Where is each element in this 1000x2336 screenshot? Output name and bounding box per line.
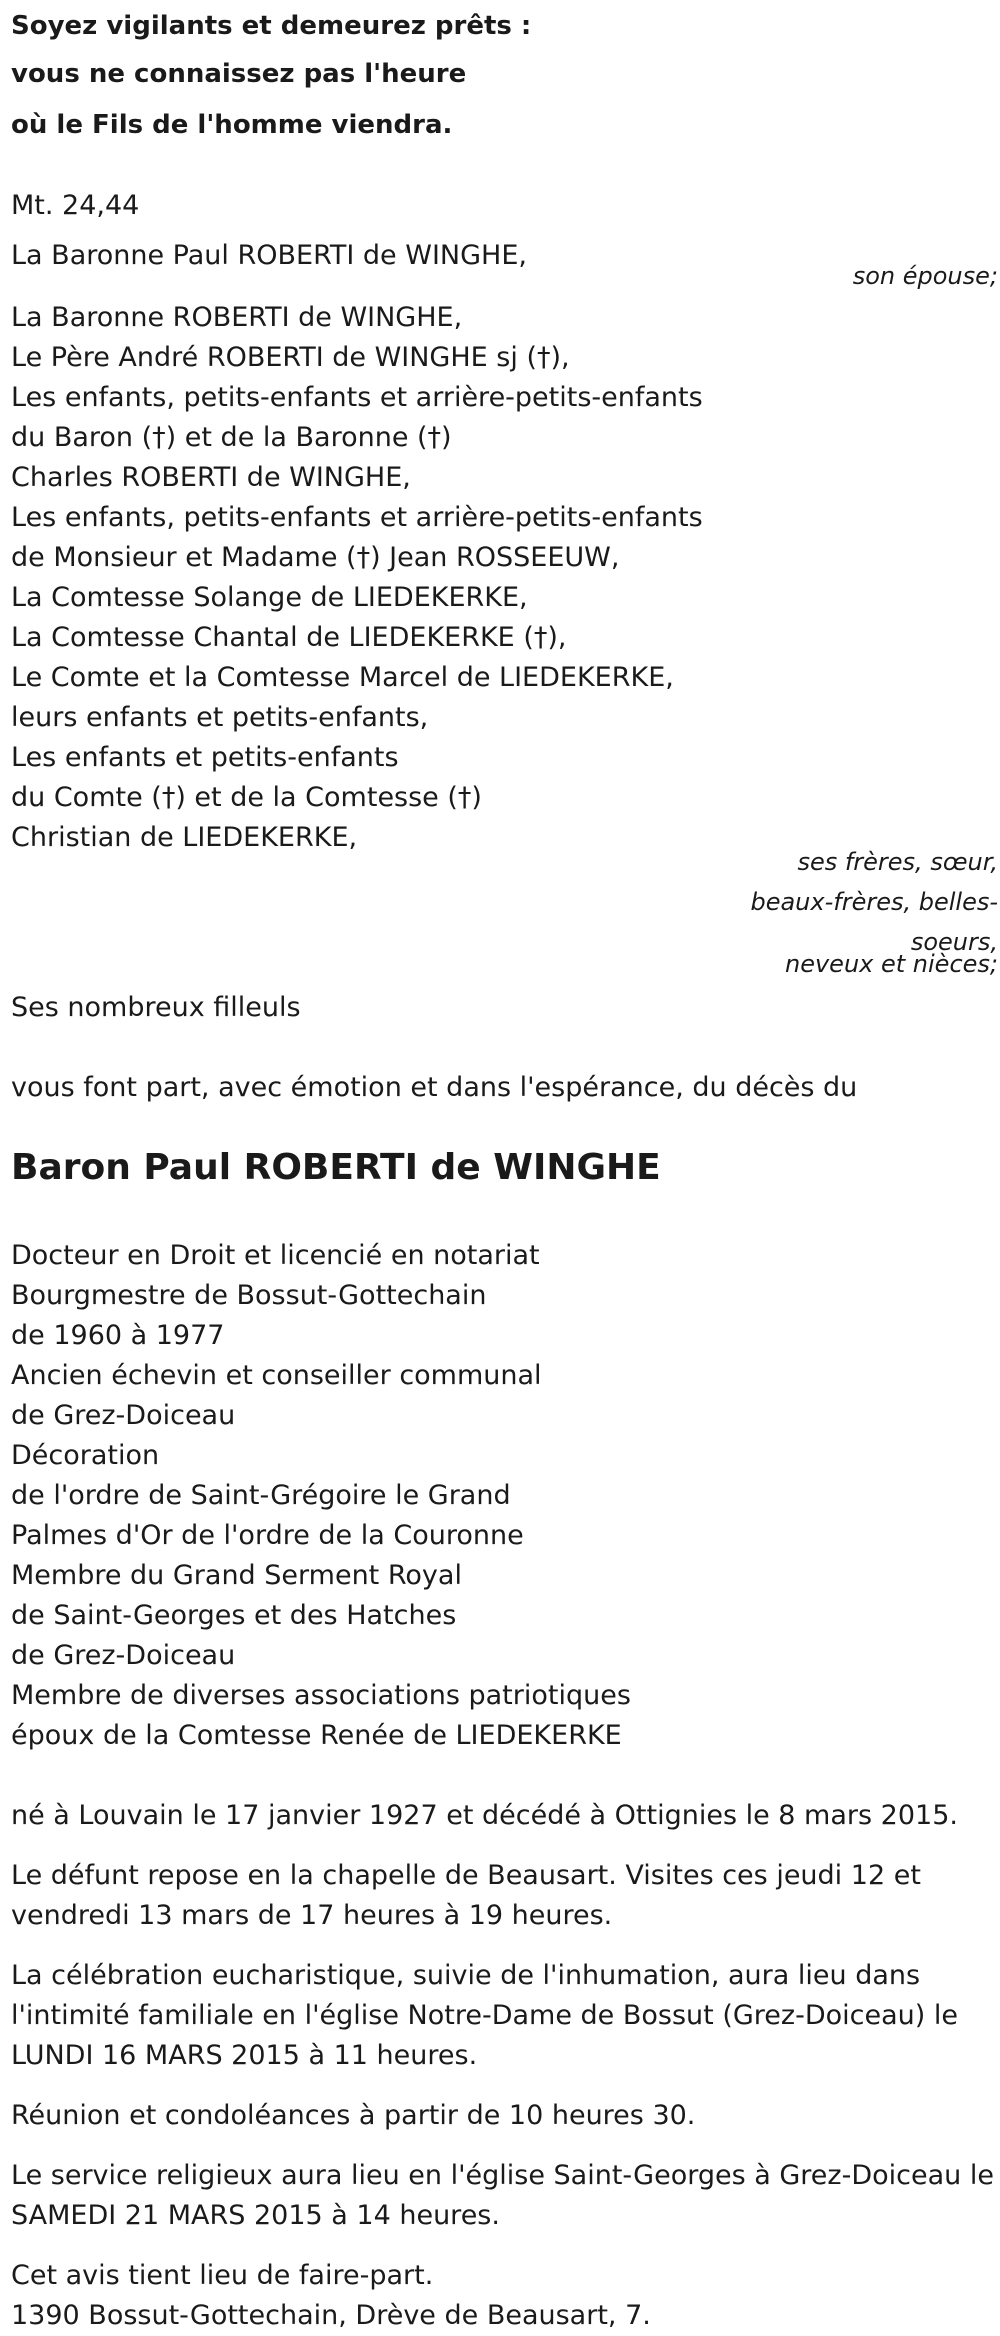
- family-line: La Baronne ROBERTI de WINGHE,: [11, 302, 463, 333]
- family-line: leurs enfants et petits-enfants,: [11, 702, 429, 733]
- title-line: de l'ordre de Saint-Grégoire le Grand: [11, 1480, 511, 1511]
- family-line: du Comte (†) et de la Comtesse (†): [11, 782, 482, 813]
- mass-line: La célébration eucharistique, suivie de l'inhumation, aura lieu dans: [11, 1960, 921, 1991]
- godchildren-line: Ses nombreux filleuls: [11, 992, 301, 1023]
- family-line: Le Comte et la Comtesse Marcel de LIEDEKERKE,: [11, 662, 674, 693]
- mass-line: l'intimité familiale en l'église Notre-Dame de Bossut (Grez-Doiceau) le: [11, 2000, 958, 2031]
- family-role: neveux et nièces;: [785, 950, 998, 978]
- visit-line: Le défunt repose en la chapelle de Beausart. Visites ces jeudi 12 et: [11, 1860, 921, 1891]
- title-line: de Saint-Georges et des Hatches: [11, 1600, 457, 1631]
- family-line: La Comtesse Chantal de LIEDEKERKE (†),: [11, 622, 567, 653]
- family-line: de Monsieur et Madame (†) Jean ROSSEEUW,: [11, 542, 620, 573]
- title-line: Ancien échevin et conseiller communal: [11, 1360, 542, 1391]
- title-line: Docteur en Droit et licencié en notariat: [11, 1240, 540, 1271]
- verse-reference: Mt. 24,44: [11, 190, 140, 221]
- family-line: La Comtesse Solange de LIEDEKERKE,: [11, 582, 528, 613]
- family-line: Christian de LIEDEKERKE,: [11, 822, 358, 853]
- verse-line: Soyez vigilants et demeurez prêts :: [11, 11, 532, 41]
- title-line: Membre du Grand Serment Royal: [11, 1560, 462, 1591]
- spouse-line: La Baronne Paul ROBERTI de WINGHE,: [11, 240, 527, 271]
- verse-line: où le Fils de l'homme viendra.: [11, 110, 453, 140]
- title-line: de Grez-Doiceau: [11, 1400, 236, 1431]
- family-line: Les enfants, petits-enfants et arrière-petits-enfants: [11, 502, 703, 533]
- reunion-line: Réunion et condoléances à partir de 10 heures 30.: [11, 2100, 696, 2131]
- birth-death-line: né à Louvain le 17 janvier 1927 et décédé à Ottignies le 8 mars 2015.: [11, 1800, 958, 1831]
- address-line: 1390 Bossut-Gottechain, Drève de Beausart, 7.: [11, 2300, 651, 2331]
- announcement-line: vous font part, avec émotion et dans l'espérance, du décès du: [11, 1072, 858, 1103]
- verse-line: vous ne connaissez pas l'heure: [11, 59, 467, 89]
- family-line: Les enfants, petits-enfants et arrière-petits-enfants: [11, 382, 703, 413]
- spouse-role: son épouse;: [852, 262, 998, 290]
- family-line: Les enfants et petits-enfants: [11, 742, 399, 773]
- family-line: du Baron (†) et de la Baronne (†): [11, 422, 452, 453]
- title-line: de 1960 à 1977: [11, 1320, 225, 1351]
- service-line: Le service religieux aura lieu en l'église Saint-Georges à Grez-Doiceau le: [11, 2160, 994, 2191]
- deceased-name: Baron Paul ROBERTI de WINGHE: [11, 1147, 661, 1188]
- mass-line: LUNDI 16 MARS 2015 à 11 heures.: [11, 2040, 478, 2071]
- family-line: Le Père André ROBERTI de WINGHE sj (†),: [11, 342, 570, 373]
- title-line: Membre de diverses associations patriotiques: [11, 1680, 631, 1711]
- notice-line: Cet avis tient lieu de faire-part.: [11, 2260, 434, 2291]
- title-line: Bourgmestre de Bossut-Gottechain: [11, 1280, 487, 1311]
- family-role: beaux-frères, belles-: [750, 888, 998, 916]
- visit-line: vendredi 13 mars de 17 heures à 19 heures.: [11, 1900, 613, 1931]
- service-line: SAMEDI 21 MARS 2015 à 14 heures.: [11, 2200, 500, 2231]
- family-role: ses frères, sœur,: [797, 848, 998, 876]
- title-line: Palmes d'Or de l'ordre de la Couronne: [11, 1520, 524, 1551]
- title-line: Décoration: [11, 1440, 160, 1471]
- title-line: de Grez-Doiceau: [11, 1640, 236, 1671]
- family-line: Charles ROBERTI de WINGHE,: [11, 462, 411, 493]
- family-role: soeurs,: [910, 928, 998, 956]
- title-line: époux de la Comtesse Renée de LIEDEKERKE: [11, 1720, 622, 1751]
